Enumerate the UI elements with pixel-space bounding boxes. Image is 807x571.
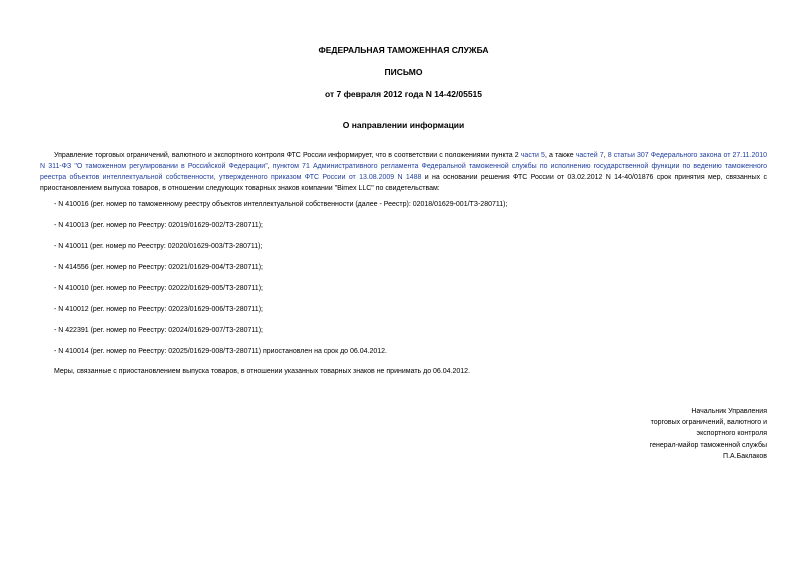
list-item: - N 410010 (рег. номер по Реестру: 02022/01629-005/ТЗ-280711); <box>54 285 263 292</box>
signature-position: Начальник Управления <box>691 408 767 415</box>
intro-text-5: , <box>267 163 273 170</box>
link-federal-law[interactable]: Федерального закона от 27.11.2010 N 311-ФЗ "О таможенном регулировании в Российской Федерации" <box>40 152 768 170</box>
link-point-71[interactable]: пунктом 71 <box>272 163 310 170</box>
signature-block <box>507 406 767 462</box>
closing-paragraph: Меры, связанные с приостановлением выпуска товаров, в отношении указанных товарных знаков не принимать до 06.04.2012. <box>54 368 471 375</box>
intro-text-3: , <box>603 152 608 159</box>
list-item: - N 410016 (рег. номер по таможенному реестру объектов интеллектуальной собственности (далее - Реестр): 02018/01629-001/ТЗ-280711); <box>54 201 508 208</box>
link-admin-regulation[interactable]: Административного регламента Федеральной таможенной службы по исполнению государственной функции по ведению таможенного реестра объектов интеллектуальной собственности, утвержденного приказом ФТС России от 13.08.2009 N 1488 <box>40 163 768 181</box>
intro-paragraph <box>40 150 767 194</box>
link-part-5[interactable]: части 5 <box>520 152 545 159</box>
link-article-307[interactable]: 8 статьи 307 <box>607 152 649 159</box>
link-parts-7[interactable]: частей 7 <box>575 152 604 159</box>
signature-department: торговых ограничений, валютного и <box>650 419 767 427</box>
signature-rank: генерал-майор таможенной службы <box>649 441 767 449</box>
list-item: - N 410013 (рег. номер по Реестру: 02019/01629-002/ТЗ-280711); <box>54 222 263 229</box>
signature-department-cont: экспортного контроля <box>696 430 767 438</box>
signature-name: П.А.Баклаков <box>723 452 767 460</box>
intro-text-2: , а также <box>544 152 576 159</box>
document-date-number: от 7 февраля 2012 года N 14-42/05515 <box>324 89 482 99</box>
list-item: - N 422391 (рег. номер по Реестру: 02024/01629-007/ТЗ-280711); <box>54 327 263 334</box>
document-type: ПИСЬМО <box>384 67 423 77</box>
intro-text-1: Управление торговых ограничений, валютного и экспортного контроля ФТС России информирует, что в соответствии с положениями пункта 2 <box>54 152 521 159</box>
intro-text-7: и на основании решения ФТС России от 03.02.2012 N 14-40/01876 срок принятия мер, связанных с приостановлением выпуска товаров, в отношении следующих товарных знаков компании "Bimex LLC" по свидетельствам: <box>40 174 767 192</box>
list-item: - N 414556 (рег. номер по Реестру: 02021/01629-004/ТЗ-280711); <box>54 264 263 271</box>
list-item: - N 410011 (рег. номер по Реестру: 02020/01629-003/ТЗ-280711); <box>54 243 263 250</box>
document-subject: О направлении информации <box>342 120 465 130</box>
list-item: - N 410014 (рег. номер по Реестру: 02025/01629-008/ТЗ-280711) приостановлен на срок до 06.04.2012. <box>54 348 387 355</box>
agency-title: ФЕДЕРАЛЬНАЯ ТАМОЖЕННАЯ СЛУЖБА <box>318 45 489 55</box>
list-item: - N 410012 (рег. номер по Реестру: 02023/01629-006/ТЗ-280711); <box>54 306 263 313</box>
